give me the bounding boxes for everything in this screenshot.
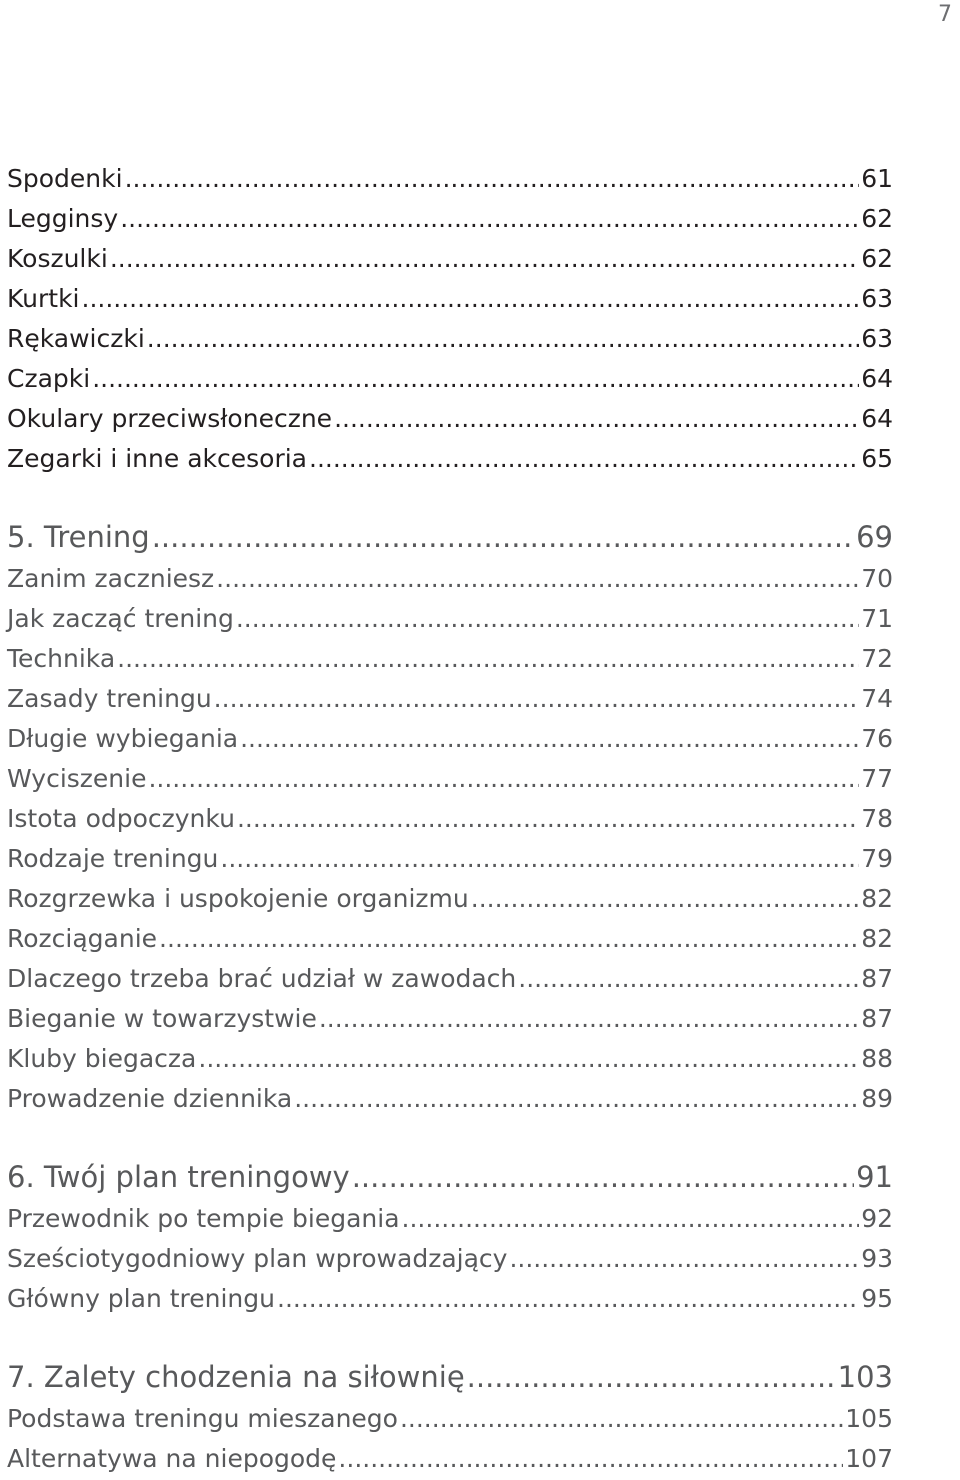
- toc-entry[interactable]: [7, 400, 893, 438]
- dot-leader: [120, 200, 859, 238]
- toc-chapter-page: 103: [837, 1360, 893, 1394]
- page-number: 7: [938, 2, 952, 27]
- dot-leader: [147, 320, 859, 358]
- toc-entry[interactable]: [7, 280, 893, 318]
- toc-entry-page: 95: [861, 1284, 893, 1313]
- dot-leader: [309, 440, 859, 478]
- toc-entry[interactable]: [7, 200, 893, 238]
- toc-entry-page: 79: [861, 844, 893, 873]
- dot-leader: [220, 840, 859, 878]
- toc-entry[interactable]: [7, 320, 893, 358]
- dot-leader: [110, 240, 859, 278]
- dot-leader: [236, 600, 859, 638]
- toc-entry[interactable]: [7, 640, 893, 678]
- toc-entry-label: Istota odpoczynku: [7, 804, 235, 833]
- toc-entry[interactable]: [7, 440, 893, 478]
- toc-entry-label: Główny plan treningu: [7, 1284, 275, 1313]
- toc-entry-page: 82: [861, 884, 893, 913]
- dot-leader: [198, 1040, 859, 1078]
- toc-entry-label: Bieganie w towarzystwie: [7, 1004, 317, 1033]
- toc-entry-label: Zegarki i inne akcesoria: [7, 444, 307, 473]
- toc-chapter[interactable]: [7, 518, 893, 556]
- dot-leader: [400, 1400, 843, 1438]
- dot-leader: [294, 1080, 859, 1118]
- toc-entry-label: Sześciotygodniowy plan wprowadzający: [7, 1244, 508, 1273]
- toc-entry-page: 65: [861, 444, 893, 473]
- toc-entry-label: Koszulki: [7, 244, 108, 273]
- toc-entry[interactable]: [7, 760, 893, 798]
- toc-entry-label: Rozciąganie: [7, 924, 158, 953]
- toc-chapter-label: 6. Twój plan treningowy: [7, 1160, 350, 1194]
- dot-leader: [237, 800, 859, 838]
- toc-entry-label: Technika: [7, 644, 116, 673]
- toc-entry-label: Wyciszenie: [7, 764, 147, 793]
- toc-entry-page: 87: [861, 1004, 893, 1033]
- toc-entry-label: Legginsy: [7, 204, 119, 233]
- toc-entry-label: Kurtki: [7, 284, 80, 313]
- toc-entry[interactable]: [7, 160, 893, 198]
- toc-entry-label: Rozgrzewka i uspokojenie organizmu: [7, 884, 469, 913]
- toc-entry-page: 64: [861, 364, 893, 393]
- dot-leader: [518, 960, 859, 998]
- toc-entry-label: Alternatywa na niepogodę: [7, 1444, 337, 1473]
- dot-leader: [467, 1358, 836, 1396]
- toc-entry-label: Zasady treningu: [7, 684, 212, 713]
- toc-entry-label: Spodenki: [7, 164, 123, 193]
- toc-chapter-page: 91: [856, 1160, 893, 1194]
- dot-leader: [148, 760, 859, 798]
- toc-entry-label: Prowadzenie dziennika: [7, 1084, 293, 1113]
- toc-entry-page: 93: [861, 1244, 893, 1273]
- dot-leader: [117, 640, 859, 678]
- toc-entry-label: Rękawiczki: [7, 324, 145, 353]
- toc-entry-label: Długie wybiegania: [7, 724, 239, 753]
- toc-entry-page: 87: [861, 964, 893, 993]
- dot-leader: [125, 160, 860, 198]
- toc-entry-page: 77: [861, 764, 893, 793]
- toc-entry-page: 72: [861, 644, 893, 673]
- dot-leader: [240, 720, 859, 758]
- toc-entry[interactable]: [7, 880, 893, 918]
- toc-entry[interactable]: [7, 840, 893, 878]
- toc-entry[interactable]: [7, 560, 893, 598]
- toc-entry[interactable]: [7, 1040, 893, 1078]
- toc-entry-page: 74: [861, 684, 893, 713]
- toc-entry-label: Rodzaje treningu: [7, 844, 219, 873]
- toc-entry-page: 61: [861, 164, 893, 193]
- toc-entry[interactable]: [7, 1280, 893, 1318]
- toc-entry[interactable]: [7, 1400, 893, 1438]
- dot-leader: [214, 680, 860, 718]
- dot-leader: [92, 360, 859, 398]
- toc-entry-label: Zanim zaczniesz: [7, 564, 215, 593]
- toc-entry-page: 92: [861, 1204, 893, 1233]
- toc-entry[interactable]: [7, 1440, 893, 1478]
- toc-chapter-label: 5. Trening: [7, 520, 150, 554]
- toc-entry[interactable]: [7, 680, 893, 718]
- toc-entry-page: 78: [861, 804, 893, 833]
- toc-entry-label: Podstawa treningu mieszanego: [7, 1404, 398, 1433]
- toc-entry[interactable]: [7, 240, 893, 278]
- toc-entry-label: Czapki: [7, 364, 91, 393]
- toc-entry[interactable]: [7, 1080, 893, 1118]
- toc-entry[interactable]: [7, 920, 893, 958]
- dot-leader: [319, 1000, 859, 1038]
- toc-entry-label: Kluby biegacza: [7, 1044, 197, 1073]
- toc-entry-page: 88: [861, 1044, 893, 1073]
- toc-chapter[interactable]: [7, 1358, 893, 1396]
- toc-entry[interactable]: [7, 1000, 893, 1038]
- toc-entry-page: 63: [861, 324, 893, 353]
- toc-entry-page: 76: [861, 724, 893, 753]
- toc-entry[interactable]: [7, 600, 893, 638]
- toc-entry-page: 62: [861, 204, 893, 233]
- toc-entry-page: 70: [861, 564, 893, 593]
- toc-entry-page: 62: [861, 244, 893, 273]
- dot-leader: [152, 518, 854, 556]
- toc-chapter[interactable]: [7, 1158, 893, 1196]
- dot-leader: [82, 280, 860, 318]
- toc-entry-page: 105: [845, 1404, 893, 1433]
- toc-entry-label: Jak zacząć trening: [7, 604, 234, 633]
- dot-leader: [338, 1440, 843, 1478]
- toc-chapter-label: 7. Zalety chodzenia na siłownię: [7, 1360, 465, 1394]
- dot-leader: [216, 560, 859, 598]
- toc-entry[interactable]: [7, 720, 893, 758]
- dot-leader: [277, 1280, 859, 1318]
- dot-leader: [334, 400, 859, 438]
- toc-entry[interactable]: [7, 360, 893, 398]
- dot-leader: [352, 1158, 854, 1196]
- toc-entry-page: 71: [861, 604, 893, 633]
- toc-entry-page: 82: [861, 924, 893, 953]
- toc-entry-page: 107: [845, 1444, 893, 1473]
- toc-chapter-page: 69: [856, 520, 893, 554]
- dot-leader: [402, 1200, 860, 1238]
- dot-leader: [159, 920, 859, 958]
- dot-leader: [471, 880, 859, 918]
- toc-entry-label: Przewodnik po tempie biegania: [7, 1204, 400, 1233]
- toc-entry-label: Okulary przeciwsłoneczne: [7, 404, 333, 433]
- toc-entry[interactable]: [7, 1240, 893, 1278]
- dot-leader: [509, 1240, 859, 1278]
- toc-entry-page: 63: [861, 284, 893, 313]
- toc-entry-page: 64: [861, 404, 893, 433]
- toc-entry-label: Dlaczego trzeba brać udział w zawodach: [7, 964, 517, 993]
- toc-entry[interactable]: [7, 960, 893, 998]
- toc-entry[interactable]: [7, 1200, 893, 1238]
- toc-entry-page: 89: [861, 1084, 893, 1113]
- toc-entry[interactable]: [7, 800, 893, 838]
